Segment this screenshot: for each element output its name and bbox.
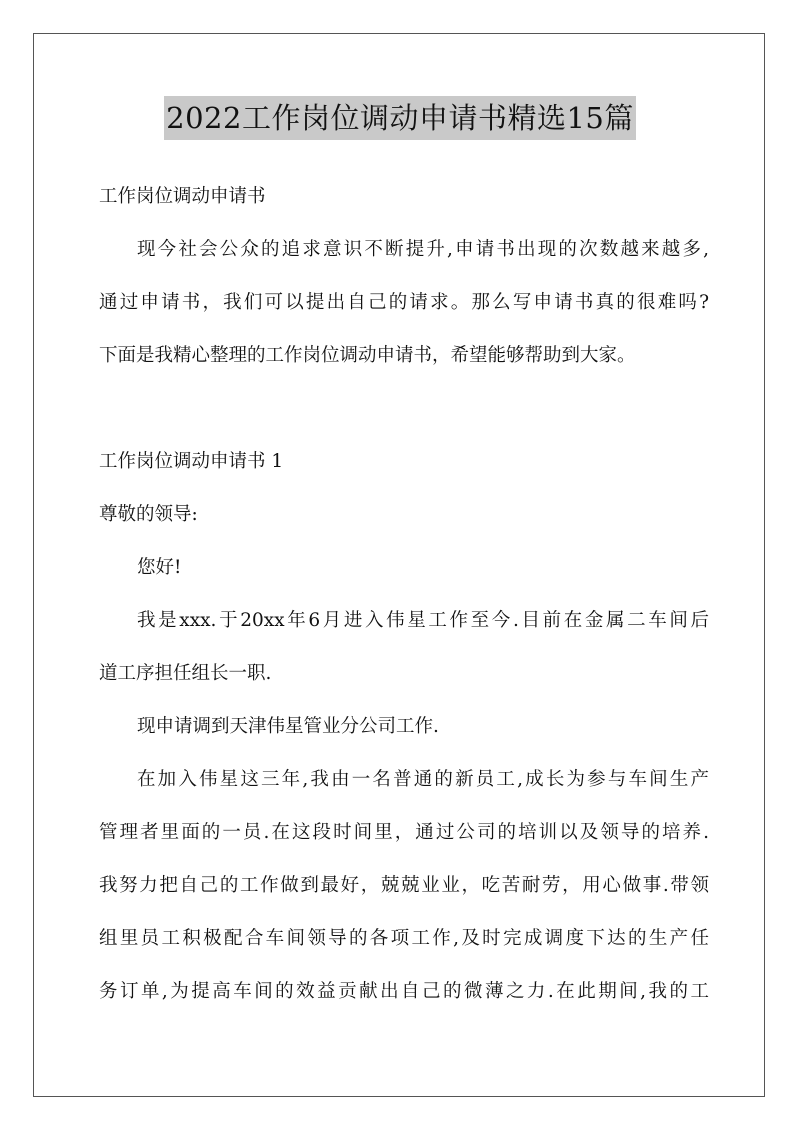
document-title: 2022工作岗位调动申请书精选15篇 bbox=[164, 96, 636, 140]
intro-line-2: 通过申请书，我们可以提出自己的请求。那么写申请书真的很难吗? bbox=[99, 292, 709, 313]
para3-line-1: 在加入伟星这三年,我由一名普通的新员工,成长为参与车间生产 bbox=[137, 769, 709, 790]
para3-line-2: 管理者里面的一员.在这段时间里，通过公司的培训以及领导的培养. bbox=[99, 822, 709, 843]
intro-line-1: 现今社会公众的追求意识不断提升,申请书出现的次数越来越多, bbox=[137, 239, 709, 260]
document-body bbox=[99, 170, 709, 1018]
para3-line-4: 组里员工积极配合车间领导的各项工作,及时完成调度下达的生产任 bbox=[99, 928, 709, 949]
greeting: 您好! bbox=[137, 557, 182, 578]
title-container bbox=[0, 96, 800, 140]
letter1-heading: 工作岗位调动申请书 1 bbox=[99, 451, 284, 472]
para1-line-1: 我是xxx.于20xx年6月进入伟星工作至今.目前在金属二车间后 bbox=[137, 610, 709, 631]
section-heading: 工作岗位调动申请书 bbox=[99, 186, 266, 207]
blank-line bbox=[99, 382, 709, 435]
intro-line-3: 下面是我精心整理的工作岗位调动申请书，希望能够帮助到大家。 bbox=[99, 345, 636, 366]
para1-line-2: 道工序担任组长一职. bbox=[99, 663, 272, 684]
para3-line-5: 务订单,为提高车间的效益贡献出自己的微薄之力.在此期间,我的工 bbox=[99, 981, 709, 1002]
para3-line-3: 我努力把自己的工作做到最好，兢兢业业，吃苦耐劳，用心做事.带领 bbox=[99, 875, 709, 896]
para2-line: 现申请调到天津伟星管业分公司工作. bbox=[137, 716, 439, 737]
salutation: 尊敬的领导: bbox=[99, 504, 198, 525]
